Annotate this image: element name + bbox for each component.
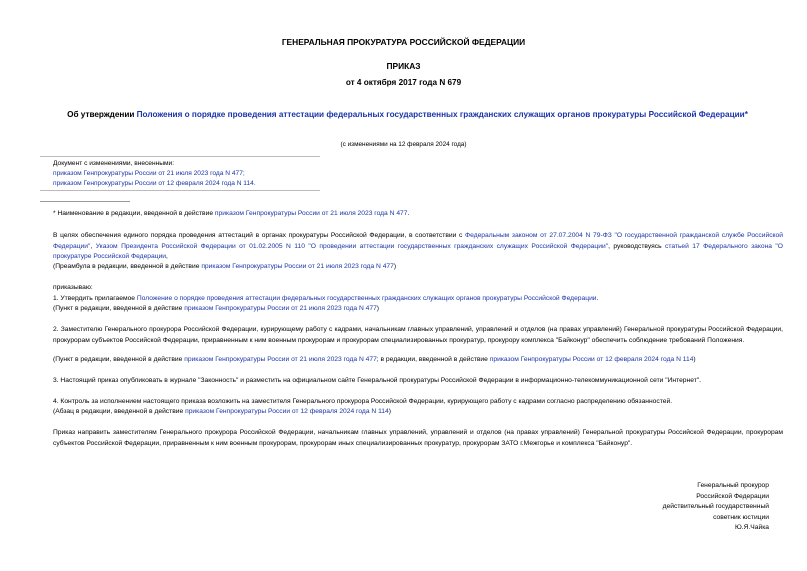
doc-date-number: от 4 октября 2017 года N 679 [345, 78, 462, 87]
point-2-note [40, 355, 783, 366]
point-1 [40, 294, 783, 305]
point-4-note-link[interactable]: приказом Генпрокуратуры России от 12 февраля 2024 года N 114 [185, 408, 389, 415]
footnote [40, 209, 783, 220]
document-title [40, 110, 775, 120]
preamble [40, 231, 783, 263]
point-3: 3. Настоящий приказ опубликовать в журнале "Законность" и разместить на официальном сайте Генеральной прокуратуры Российской Федерации в информационно-телекоммуникационной сети "Интернет". [53, 377, 702, 384]
point-1-note [40, 304, 783, 315]
change-link-2[interactable]: приказом Генпрокуратуры России от 12 февраля 2024 года N 114. [53, 180, 256, 187]
point-4-note [40, 407, 783, 418]
note-text: (Пункт в редакции, введенной в действие [53, 305, 185, 312]
footnote-text: * Наименование в редакции, введенной в действие [53, 210, 215, 217]
signer-title-2: Российской Федерации [696, 492, 769, 500]
note-text: (Абзац в редакции, введенной в действие [53, 408, 186, 415]
point-5: Приказ направить заместителям Генерального прокурора Российской Федерации, начальникам главных управлений, управлений и отделов (на правах управлений) Генеральной прокуратуры Российской Федерации, прокурорам субъектов Российской Федерации, приравненным к ним военным прокурорам, прокурорам иных специализированных прокуратур, прокурорам ЗАТО г.Межгорье и комплекса "Байконур". [53, 429, 783, 447]
note-text: ; в редакции, введенной в действие [376, 356, 490, 363]
preamble-text: , руководствуясь [608, 242, 665, 250]
change-link-1[interactable]: приказом Генпрокуратуры России от 21 июля 2023 года N 477; [53, 170, 245, 177]
doc-changes-block [53, 159, 256, 189]
changes-note: (с изменениями на 12 февраля 2024 года) [340, 141, 467, 148]
order-word: приказываю: [53, 284, 93, 291]
signature-block [663, 481, 769, 534]
signer-rank-1: действительный государственный [662, 503, 769, 511]
note-end: ) [388, 408, 391, 415]
point-2: 2. Заместителю Генерального прокурора Российской Федерации, курирующему работу с кадрами, начальникам главных управлений, управлений и отделов (на правах управлений) Генеральной прокуратуры Российской Федерации, прокурорам субъектов Российской Федерации, приравненным к ним военным прокурорам и прокурорам специализированных прокуратур, прокурору комплекса "Байконур" обеспечить соблюдение требований Положения. [53, 326, 783, 344]
point-4: 4. Контроль за исполнением настоящего приказа возложить на заместителя Генерального прокурора Российской Федерации, курирующего работу с кадрами согласно распределению обязанностей. [53, 398, 673, 405]
footnote-end: . [407, 210, 410, 217]
title-prefix: Об утверждении [67, 110, 137, 119]
title-link[interactable]: Положения о порядке проведения аттестации федеральных государственных гражданских служащих органов прокуратуры Российской Федерации* [136, 110, 748, 119]
note-text: (Пункт в редакции, введенной в действие [53, 356, 185, 363]
preamble-text: , [90, 242, 96, 250]
signer-rank-2: советник юстиции [713, 513, 769, 521]
doc-type: ПРИКАЗ [386, 61, 421, 71]
point-2-note-link-1[interactable]: приказом Генпрокуратуры России от 21 июля 2023 года N 477 [184, 356, 377, 363]
point-1-end: . [596, 295, 599, 302]
signer-name: Ю.Я.Чайка [734, 524, 769, 532]
note-end: ) [693, 356, 696, 363]
footnote-divider [40, 201, 130, 202]
point-1-text: 1. Утвердить прилагаемое [53, 295, 137, 302]
preamble-note [40, 262, 783, 273]
signer-title-1: Генеральный прокурор [697, 482, 769, 489]
preamble-text: , [166, 253, 168, 260]
law-79-link[interactable]: Федеральным законом от 27.07.2004 N 79-ФЗ "О государственной гражданской службе Российской Федерации" [53, 232, 783, 250]
preamble-note-link[interactable]: приказом Генпрокуратуры России от 21 июля 2023 года N 477 [201, 263, 394, 270]
decree-110-link[interactable]: Указом Президента Российской Федерации от 01.02.2005 N 110 "О проведении аттестации государственных гражданских служащих Российской Федерации" [95, 242, 609, 250]
point-2-note-link-2[interactable]: приказом Генпрокуратуры России от 12 февраля 2024 года N 114 [489, 356, 694, 363]
note-end: ) [393, 263, 397, 270]
footnote-link[interactable]: приказом Генпрокуратуры России от 21 июля 2023 года N 477 [214, 210, 408, 217]
preamble-text: В целях обеспечения единого порядка проведения аттестаций в органах прокуратуры Российской Федерации, в соответствии с [53, 232, 466, 239]
doc-changes-label: Документ с изменениями, внесенными: [53, 160, 175, 167]
divider [40, 190, 320, 191]
article-17-link[interactable]: статьей 17 Федерального закона "О прокуратуре Российской Федерации [53, 242, 784, 260]
note-end: ) [376, 305, 380, 312]
divider [40, 156, 320, 157]
point-1-note-link[interactable]: приказом Генпрокуратуры России от 21 июля 2023 года N 477 [184, 305, 377, 312]
org-name: ГЕНЕРАЛЬНАЯ ПРОКУРАТУРА РОССИЙСКОЙ ФЕДЕРАЦИИ [281, 37, 526, 47]
regulation-link[interactable]: Положение о порядке проведения аттестации федеральных государственных гражданских служащих органов прокуратуры Российской Федерации [136, 295, 597, 302]
note-text: (Преамбула в редакции, введенной в действие [53, 263, 202, 270]
